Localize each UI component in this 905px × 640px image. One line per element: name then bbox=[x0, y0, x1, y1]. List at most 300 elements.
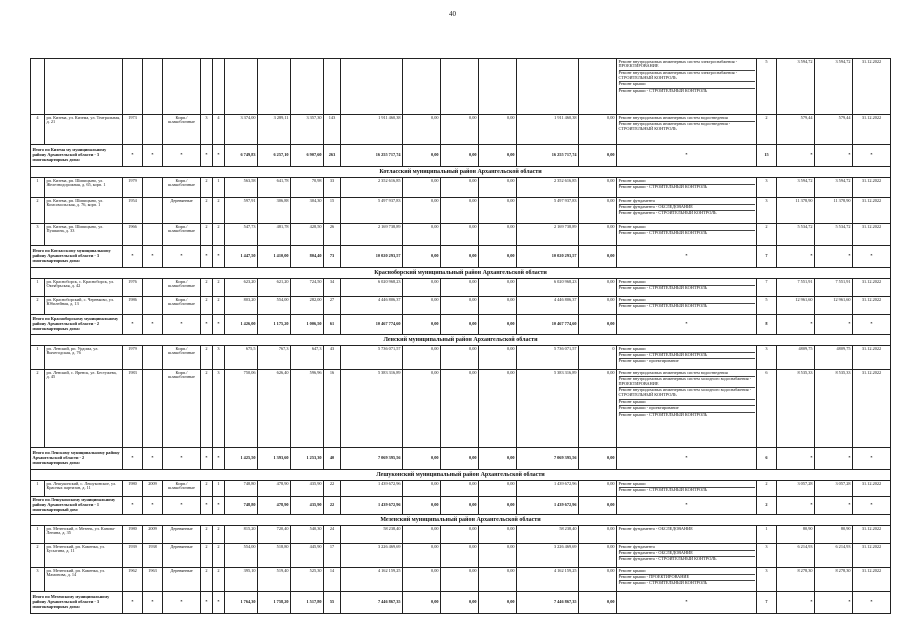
cell-a2: 518,80 bbox=[258, 544, 291, 568]
cell-works bbox=[617, 568, 757, 592]
cell-v6: 0 bbox=[579, 346, 617, 370]
cell-date: * bbox=[853, 145, 891, 167]
cell-year2 bbox=[143, 346, 163, 370]
work-item: * bbox=[685, 252, 688, 258]
cell-v2: 0,00 bbox=[403, 178, 441, 198]
cell-entr: * bbox=[213, 448, 225, 470]
cell-floors: 2 bbox=[201, 526, 213, 544]
cell-wall: Кирп./ шлакоблочные bbox=[163, 481, 201, 497]
cell-entr: 2 bbox=[213, 224, 225, 246]
cell-n: 55 bbox=[324, 592, 341, 614]
cell-works bbox=[617, 370, 757, 448]
cell-year2: * bbox=[143, 448, 163, 470]
cell-label: Итого по Котласскому муниципальному району Архангельской области - 3 многоквартирных дома: bbox=[31, 246, 123, 268]
cell-a3: 647,3 bbox=[291, 346, 324, 370]
district-total-row bbox=[31, 315, 891, 335]
cell-entr: 2 bbox=[213, 544, 225, 568]
cell-v6: 0,00 bbox=[579, 568, 617, 592]
cell-n: 22 bbox=[324, 497, 341, 515]
work-item: Ремонт крыши - проектирование bbox=[619, 406, 755, 412]
cell-a1: 815,20 bbox=[225, 526, 258, 544]
cell-ww: 3 bbox=[757, 568, 777, 592]
cell-ww: 8 bbox=[757, 315, 777, 335]
work-item: Ремонт фундамента - СТРОИТЕЛЬНЫЙ КОНТРОЛЬ bbox=[618, 210, 717, 216]
cell-no: 2 bbox=[31, 370, 45, 448]
district-total-row bbox=[31, 246, 891, 268]
cell-date: 31.12.2022 bbox=[853, 346, 891, 370]
cell-s1: 12 961,60 bbox=[777, 297, 815, 315]
work-item: Ремонт внутридомовых инженерных систем водоотведения bbox=[619, 116, 755, 122]
cell-no: 1 bbox=[31, 526, 45, 544]
cell-ww: 1 bbox=[757, 526, 777, 544]
cell-s2: 3 594,72 bbox=[815, 59, 853, 115]
cell-year2 bbox=[143, 279, 163, 297]
cell-date: * bbox=[853, 497, 891, 515]
cell-year1: 1962 bbox=[123, 568, 143, 592]
district-header-row bbox=[31, 515, 891, 526]
cell-year1: 1979 bbox=[123, 178, 143, 198]
cell-v3: 0,00 bbox=[441, 544, 479, 568]
cell-v4: 0,00 bbox=[479, 568, 517, 592]
cell-a3: 596,96 bbox=[291, 370, 324, 448]
cell-v3: 0,00 bbox=[441, 568, 479, 592]
cell-date: 31.12.2022 bbox=[853, 279, 891, 297]
cell-no: 3 bbox=[31, 568, 45, 592]
cell-ww: 7 bbox=[757, 592, 777, 614]
cell-v2: 0,00 bbox=[403, 370, 441, 448]
work-item: Ремонт фундамента - ОБСЛЕДОВАНИЕ bbox=[618, 525, 693, 531]
cell-works bbox=[617, 346, 757, 370]
page-number: 40 bbox=[449, 10, 456, 18]
cell-a1: 748,80 bbox=[225, 497, 258, 515]
cell-entr: * bbox=[213, 246, 225, 268]
cell-label: Итого по Мезенскому муниципальному району Архангельской области - 3 многоквартирных дома: bbox=[31, 592, 123, 614]
cell-year2: 1938 bbox=[143, 544, 163, 568]
cell-v4: 0,00 bbox=[479, 115, 517, 145]
building-row bbox=[31, 526, 891, 544]
cell-date: 31.12.2022 bbox=[853, 198, 891, 224]
cell-year2: 2009 bbox=[143, 526, 163, 544]
cell-v5: 10 020 293,57 bbox=[517, 246, 579, 268]
cell-v6: 0,00 bbox=[579, 497, 617, 515]
cell-wall: Деревянные bbox=[163, 526, 201, 544]
cell-v2 bbox=[403, 59, 441, 115]
cell-ww: 3 bbox=[757, 346, 777, 370]
cell-ww: 2 bbox=[757, 115, 777, 145]
cell-year2: * bbox=[143, 315, 163, 335]
cell-a2: 1 758,20 bbox=[258, 592, 291, 614]
cell-floors: * bbox=[201, 145, 213, 167]
cell-s2: * bbox=[815, 497, 853, 515]
cell-v2: 0,00 bbox=[403, 526, 441, 544]
cell-s2: 3 594,72 bbox=[815, 178, 853, 198]
cell-v4: 0,00 bbox=[479, 497, 517, 515]
cell-s1: * bbox=[777, 145, 815, 167]
cell-n: 15 bbox=[324, 198, 341, 224]
cell-n: 43 bbox=[324, 346, 341, 370]
cell-a3: 1 517,80 bbox=[291, 592, 324, 614]
cell-ww: 3 bbox=[757, 198, 777, 224]
cell-s2: * bbox=[815, 246, 853, 268]
cell-date: 31.12.2022 bbox=[853, 297, 891, 315]
cell-no: 1 bbox=[31, 178, 45, 198]
cell-no: 2 bbox=[31, 297, 45, 315]
building-row bbox=[31, 481, 891, 497]
work-item: Ремонт крыши bbox=[619, 225, 755, 231]
cell-a3: 435,90 bbox=[291, 481, 324, 497]
cell-floors: 2 bbox=[201, 346, 213, 370]
cell-works bbox=[617, 224, 757, 246]
cell-a3 bbox=[291, 59, 324, 115]
cell-v5: 2 169 738,89 bbox=[517, 224, 579, 246]
cell-v1: 3 226 469,69 bbox=[341, 544, 403, 568]
cell-year2 bbox=[143, 224, 163, 246]
cell-v1: 10 467 774,60 bbox=[341, 315, 403, 335]
cell-year1: * bbox=[123, 145, 143, 167]
cell-works bbox=[617, 59, 757, 115]
cell-a3: 445,90 bbox=[291, 544, 324, 568]
cell-v5: 5 497 937,83 bbox=[517, 198, 579, 224]
cell-year2 bbox=[143, 115, 163, 145]
district-title: Мезенский муниципальный район Архангельской области bbox=[31, 515, 891, 526]
cell-year1: 1986 bbox=[123, 297, 143, 315]
cell-v4: 0,00 bbox=[479, 448, 517, 470]
cell-wall: Кирп./ шлакоблочные bbox=[163, 279, 201, 297]
cell-wall: Деревянные bbox=[163, 568, 201, 592]
capital-repair-register-table bbox=[30, 58, 891, 614]
cell-s1: * bbox=[777, 315, 815, 335]
cell-s1: 3 594,72 bbox=[777, 178, 815, 198]
cell-v1: 1 439 672,96 bbox=[341, 497, 403, 515]
cell-v5: 1 439 672,96 bbox=[517, 497, 579, 515]
cell-a3: 804,40 bbox=[291, 246, 324, 268]
cell-year1: 1939 bbox=[123, 544, 143, 568]
cell-v2: 0,00 bbox=[403, 592, 441, 614]
cell-floors: 2 bbox=[201, 279, 213, 297]
cell-n: 17 bbox=[324, 544, 341, 568]
cell-s1: 3 057,28 bbox=[777, 481, 815, 497]
cell-n: 16 bbox=[324, 370, 341, 448]
cell-a3: 428,50 bbox=[291, 224, 324, 246]
cell-year1: * bbox=[123, 246, 143, 268]
cell-n: 61 bbox=[324, 315, 341, 335]
cell-v6: 0,00 bbox=[579, 526, 617, 544]
cell-v6: 0,00 bbox=[579, 544, 617, 568]
cell-ww: 6 bbox=[757, 448, 777, 470]
work-item: Ремонт фундамента bbox=[619, 199, 755, 205]
work-item: Ремонт крыши bbox=[619, 82, 755, 88]
cell-addr: рп. Красноборск, с. Красноборск, ул. Октябрьская, д. 42 bbox=[45, 279, 123, 297]
building-row bbox=[31, 178, 891, 198]
cell-s1: 11 378,90 bbox=[777, 198, 815, 224]
cell-entr bbox=[213, 59, 225, 115]
cell-year2 bbox=[143, 178, 163, 198]
cell-ww: 2 bbox=[757, 497, 777, 515]
cell-a2: 481,78 bbox=[258, 224, 291, 246]
cell-floors: 2 bbox=[201, 370, 213, 448]
cell-ww: 7 bbox=[757, 246, 777, 268]
cell-s2: 6 214,93 bbox=[815, 544, 853, 568]
cell-label: Итого по Красноборскому муниципальному району Архангельской области - 2 многоквартирных дома: bbox=[31, 315, 123, 335]
cell-wall: * bbox=[163, 315, 201, 335]
cell-a2: 6 257,10 bbox=[258, 145, 291, 167]
cell-floors: * bbox=[201, 315, 213, 335]
cell-works bbox=[617, 448, 757, 470]
cell-date: 31.12.2022 bbox=[853, 370, 891, 448]
cell-a1: 597,91 bbox=[225, 198, 258, 224]
district-title: Котласский муниципальный район Архангельской области bbox=[31, 167, 891, 178]
cell-label: Итого по Ленскому муниципальному району Архангельской области - 2 многоквартирных дома: bbox=[31, 448, 123, 470]
cell-v5: 6 020 968,23 bbox=[517, 279, 579, 297]
cell-v6: 0,00 bbox=[579, 224, 617, 246]
cell-v6: 0,00 bbox=[579, 370, 617, 448]
cell-floors: 2 bbox=[201, 544, 213, 568]
cell-s1: 6 214,93 bbox=[777, 544, 815, 568]
cell-v5: 16 255 717,74 bbox=[517, 145, 579, 167]
district-header-row bbox=[31, 268, 891, 279]
cell-s1: * bbox=[777, 497, 815, 515]
cell-year1: 1976 bbox=[123, 279, 143, 297]
cell-entr: 1 bbox=[213, 178, 225, 198]
cell-year2 bbox=[143, 370, 163, 448]
cell-v4: 0,00 bbox=[479, 246, 517, 268]
cell-no: 3 bbox=[31, 224, 45, 246]
cell-v2: 0,00 bbox=[403, 145, 441, 167]
cell-v1: 10 020 293,57 bbox=[341, 246, 403, 268]
work-item: Ремонт крыши - СТРОИТЕЛЬНЫЙ КОНТРОЛЬ bbox=[619, 353, 755, 359]
cell-v5: 58 238,40 bbox=[517, 526, 579, 544]
cell-v1: 4 162 159,25 bbox=[341, 568, 403, 592]
cell-wall: Кирп./ шлакоблочные bbox=[163, 346, 201, 370]
cell-works bbox=[617, 544, 757, 568]
cell-entr: 4 bbox=[213, 115, 225, 145]
cell-s2: 3 057,28 bbox=[815, 481, 853, 497]
work-item: Ремонт крыши bbox=[619, 347, 755, 353]
cell-date: 31.12.2022 bbox=[853, 481, 891, 497]
cell-floors: 2 bbox=[201, 481, 213, 497]
cell-v3: 0,00 bbox=[441, 246, 479, 268]
cell-addr: рп. Кизема, ул. Кизема, ул. Театральная, д. 21 bbox=[45, 115, 123, 145]
cell-works bbox=[617, 145, 757, 167]
cell-a1: 563,58 bbox=[225, 178, 258, 198]
cell-floors: * bbox=[201, 448, 213, 470]
cell-works bbox=[617, 246, 757, 268]
cell-a3: 3 357,30 bbox=[291, 115, 324, 145]
cell-a3: 70,98 bbox=[291, 178, 324, 198]
cell-year1: 1973 bbox=[123, 115, 143, 145]
cell-s1: 80,90 bbox=[777, 526, 815, 544]
cell-a2: 519,40 bbox=[258, 568, 291, 592]
cell-date: 31.12.2022 bbox=[853, 59, 891, 115]
cell-a2: 720,40 bbox=[258, 526, 291, 544]
cell-year1: 1980 bbox=[123, 526, 143, 544]
cell-a1: 803,20 bbox=[225, 297, 258, 315]
cell-a3: 1 006,50 bbox=[291, 315, 324, 335]
cell-a2: 621,20 bbox=[258, 279, 291, 297]
cell-date: 31.12.2022 bbox=[853, 568, 891, 592]
cell-v1: 5 497 937,83 bbox=[341, 198, 403, 224]
cell-v1: 2 352 616,85 bbox=[341, 178, 403, 198]
cell-ww: 15 bbox=[757, 145, 777, 167]
cell-a2: 767,3 bbox=[258, 346, 291, 370]
cell-year2: 1963 bbox=[143, 568, 163, 592]
cell-entr: 3 bbox=[213, 346, 225, 370]
work-item: Ремонт крыши - СТРОИТЕЛЬНЫЙ КОНТРОЛЬ bbox=[618, 183, 708, 189]
work-item: * bbox=[685, 320, 688, 326]
work-item: * bbox=[685, 151, 688, 157]
cell-date: * bbox=[853, 246, 891, 268]
cell-entr: * bbox=[213, 592, 225, 614]
cell-year1 bbox=[123, 59, 143, 115]
cell-no: 2 bbox=[31, 544, 45, 568]
cell-v1: 58 238,40 bbox=[341, 526, 403, 544]
cell-a1: 1 425,50 bbox=[225, 448, 258, 470]
cell-v4: 0,00 bbox=[479, 224, 517, 246]
cell-s1: * bbox=[777, 448, 815, 470]
cell-entr: 2 bbox=[213, 198, 225, 224]
cell-n: 73 bbox=[324, 246, 341, 268]
cell-n: 22 bbox=[324, 481, 341, 497]
cell-v2: 0,00 bbox=[403, 224, 441, 246]
cell-addr: рп. Красноборский, с. Черевково, ул. Юбилейная, д. 13 bbox=[45, 297, 123, 315]
work-item: * bbox=[685, 501, 688, 507]
work-item: Ремонт внутридомовых инженерных систем электроснабжения - ПРОЕКТИРОВАНИЕ bbox=[619, 60, 755, 71]
cell-v4: 0,00 bbox=[479, 526, 517, 544]
cell-floors: 2 bbox=[201, 224, 213, 246]
cell-v6: 0,00 bbox=[579, 178, 617, 198]
cell-date: 31.12.2022 bbox=[853, 544, 891, 568]
cell-works bbox=[617, 481, 757, 497]
cell-addr: рп. Мезенский, рп. Каменка, ул. Бусыгина, д. 11 bbox=[45, 544, 123, 568]
cell-v4: 0,00 bbox=[479, 178, 517, 198]
cell-year1: * bbox=[123, 448, 143, 470]
cell-year1: * bbox=[123, 592, 143, 614]
cell-year2 bbox=[143, 198, 163, 224]
cell-works bbox=[617, 198, 757, 224]
cell-n: 263 bbox=[324, 145, 341, 167]
cell-entr: 1 bbox=[213, 481, 225, 497]
cell-s1: 8 535,33 bbox=[777, 370, 815, 448]
cell-v3: 0,00 bbox=[441, 526, 479, 544]
cell-entr: 2 bbox=[213, 526, 225, 544]
cell-v2: 0,00 bbox=[403, 279, 441, 297]
cell-floors: 2 bbox=[201, 297, 213, 315]
cell-date: * bbox=[853, 592, 891, 614]
cell-works bbox=[617, 592, 757, 614]
cell-v2: 0,00 bbox=[403, 497, 441, 515]
work-item: Ремонт крыши - СТРОИТЕЛЬНЫЙ КОНТРОЛЬ bbox=[618, 229, 708, 235]
cell-v4: 0,00 bbox=[479, 145, 517, 167]
cell-v6: 0,00 bbox=[579, 115, 617, 145]
work-item: Ремонт крыши bbox=[619, 298, 755, 304]
cell-v5: 10 467 774,60 bbox=[517, 315, 579, 335]
cell-s2: 7 551,91 bbox=[815, 279, 853, 297]
cell-no bbox=[31, 59, 45, 115]
cell-wall: * bbox=[163, 448, 201, 470]
cell-wall: Кирп./ шлакоблочные bbox=[163, 178, 201, 198]
cell-a2: 1 410,00 bbox=[258, 246, 291, 268]
cell-v6: 0,00 bbox=[579, 481, 617, 497]
cell-s2: 80,90 bbox=[815, 526, 853, 544]
cell-works bbox=[617, 115, 757, 145]
cell-date: 31.12.2022 bbox=[853, 224, 891, 246]
cell-a1: 623,20 bbox=[225, 279, 258, 297]
cell-v1: 2 169 738,89 bbox=[341, 224, 403, 246]
cell-a3: 6 907,60 bbox=[291, 145, 324, 167]
cell-v4: 0,00 bbox=[479, 544, 517, 568]
cell-year1: 1980 bbox=[123, 481, 143, 497]
work-item: * bbox=[685, 454, 688, 460]
work-item: Ремонт крыши bbox=[619, 482, 755, 488]
cell-entr: 2 bbox=[213, 279, 225, 297]
cell-v1: 7 446 867,35 bbox=[341, 592, 403, 614]
district-total-row bbox=[31, 145, 891, 167]
work-item: Ремонт крыши - СТРОИТЕЛЬНЫЙ КОНТРОЛЬ bbox=[618, 411, 708, 417]
work-item: Ремонт крыши bbox=[619, 179, 755, 185]
cell-v3: 0,00 bbox=[441, 178, 479, 198]
building-row bbox=[31, 115, 891, 145]
cell-n: 34 bbox=[324, 279, 341, 297]
cell-floors: * bbox=[201, 246, 213, 268]
cell-s2: * bbox=[815, 315, 853, 335]
cell-wall: Кирп./ шлакоблочные bbox=[163, 297, 201, 315]
building-row bbox=[31, 297, 891, 315]
cell-ww: 5 bbox=[757, 59, 777, 115]
cell-addr: рп. Кизема, рп. Шипицыно, ул. Железнодорожная, д. 65, корп. 1 bbox=[45, 178, 123, 198]
cell-s2: * bbox=[815, 592, 853, 614]
cell-v4: 0,00 bbox=[479, 481, 517, 497]
cell-works bbox=[617, 497, 757, 515]
cell-s2: 5 534,72 bbox=[815, 224, 853, 246]
cell-date: 31.12.2022 bbox=[853, 526, 891, 544]
building-row bbox=[31, 568, 891, 592]
cell-v5: 5 736 071,57 bbox=[517, 346, 579, 370]
cell-v3: 0,00 bbox=[441, 448, 479, 470]
cell-a1: 1 447,50 bbox=[225, 246, 258, 268]
building-row bbox=[31, 59, 891, 115]
cell-floors: * bbox=[201, 592, 213, 614]
cell-s1: 5 534,72 bbox=[777, 224, 815, 246]
cell-v3 bbox=[441, 59, 479, 115]
cell-n: 40 bbox=[324, 448, 341, 470]
cell-v1: 16 255 717,74 bbox=[341, 145, 403, 167]
cell-label: Итого по Кизема му муниципальному району Архангельской области - 3 многоквартирных дома: bbox=[31, 145, 123, 167]
cell-v4: 0,00 bbox=[479, 346, 517, 370]
cell-year1: 1983 bbox=[123, 370, 143, 448]
work-item: Ремонт крыши bbox=[619, 569, 755, 575]
cell-s1: * bbox=[777, 246, 815, 268]
cell-year2: * bbox=[143, 592, 163, 614]
cell-v1: 4 446 806,37 bbox=[341, 297, 403, 315]
cell-a1: 1 426,00 bbox=[225, 315, 258, 335]
cell-v5: 1 911 460,38 bbox=[517, 115, 579, 145]
cell-v2: 0,00 bbox=[403, 448, 441, 470]
cell-ww: 7 bbox=[757, 279, 777, 297]
cell-a2: 306,88 bbox=[258, 198, 291, 224]
cell-ww: 2 bbox=[757, 224, 777, 246]
district-title: Ленский муниципальный район Архангельской области bbox=[31, 335, 891, 346]
building-row bbox=[31, 198, 891, 224]
cell-wall: Деревянные bbox=[163, 544, 201, 568]
cell-a3: 1 253,30 bbox=[291, 448, 324, 470]
cell-works bbox=[617, 297, 757, 315]
cell-v3: 0,00 bbox=[441, 279, 479, 297]
cell-v5: 5 383 316,89 bbox=[517, 370, 579, 448]
cell-s2: 11 378,90 bbox=[815, 198, 853, 224]
cell-v4: 0,00 bbox=[479, 370, 517, 448]
cell-n: 14 bbox=[324, 568, 341, 592]
cell-v1: 5 383 316,89 bbox=[341, 370, 403, 448]
